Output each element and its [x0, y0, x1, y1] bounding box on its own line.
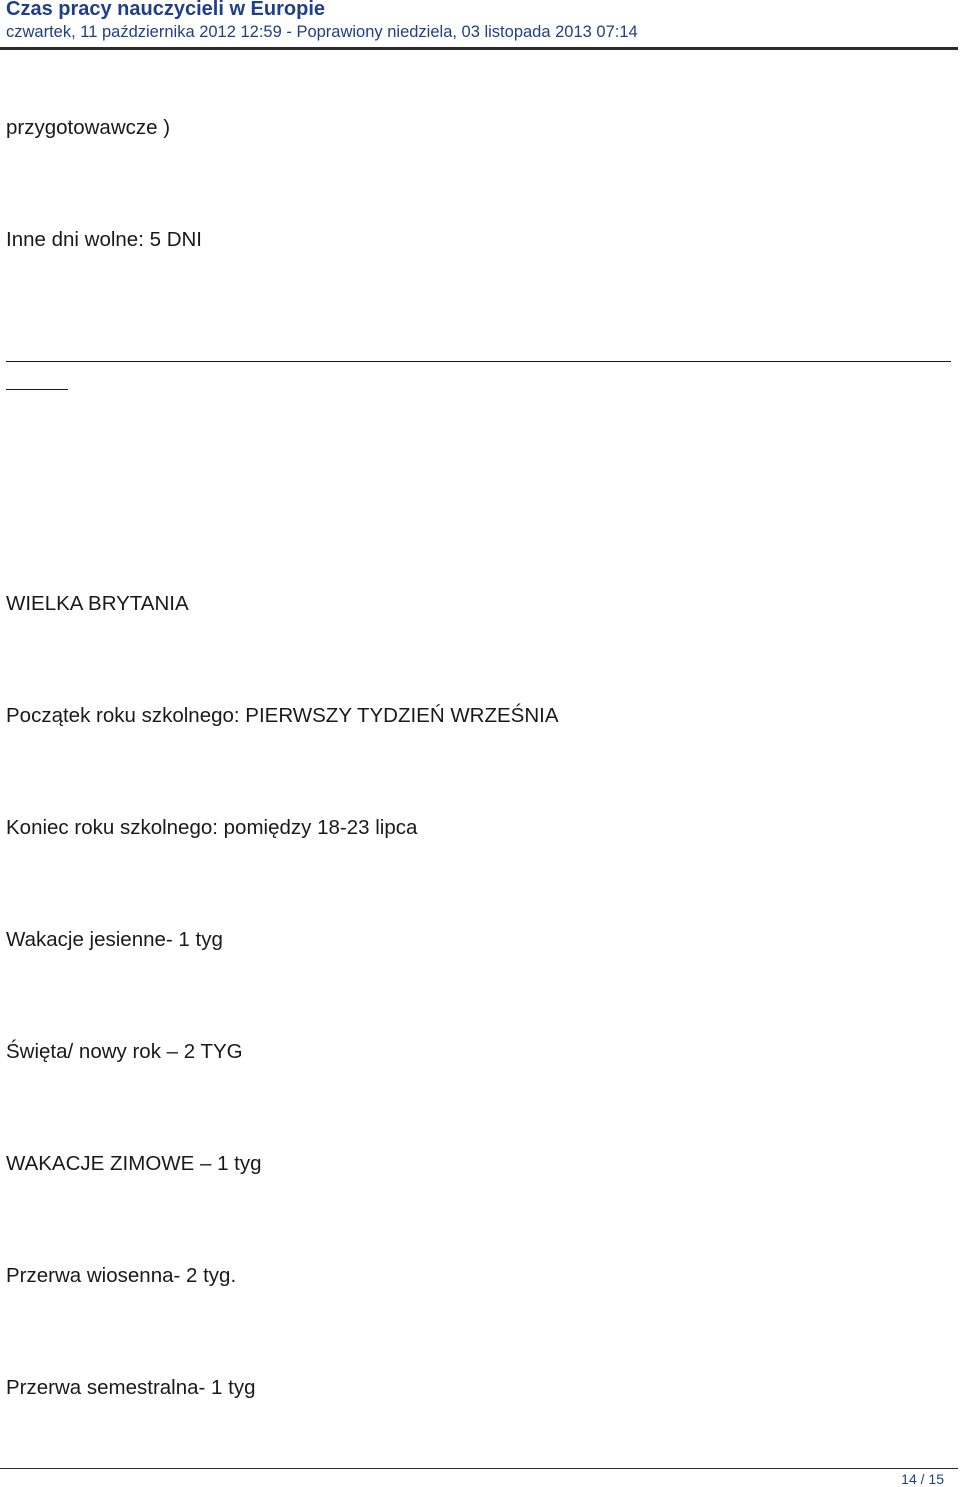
text-line-other-days-off: Inne dni wolne: 5 DNI	[6, 228, 203, 251]
page-number: 14 / 15	[901, 1471, 944, 1487]
text-line-winter-break: WAKACJE ZIMOWE – 1 tyg	[6, 1152, 262, 1175]
text-line-spring-break: Przerwa wiosenna- 2 tyg.	[6, 1264, 237, 1287]
text-line-school-year-start: Początek roku szkolnego: PIERWSZY TYDZIEŃ WRZEŚNIA	[6, 704, 559, 727]
header-divider	[0, 47, 958, 50]
footer-divider	[0, 1468, 958, 1469]
text-line-semester-break: Przerwa semestralna- 1 tyg	[6, 1376, 256, 1399]
section-heading-country: WIELKA BRYTANIA	[6, 592, 189, 615]
separator-underline-short	[6, 389, 68, 390]
document-title: Czas pracy nauczycieli w Europie	[6, 0, 326, 20]
text-line-preparatory: przygotowawcze )	[6, 116, 171, 139]
page-header	[0, 0, 960, 50]
document-meta: czwartek, 11 października 2012 12:59 - Poprawiony niedziela, 03 listopada 2013 07:14	[6, 23, 638, 41]
text-line-autumn-break: Wakacje jesienne- 1 tyg	[6, 928, 223, 951]
text-line-christmas-break: Święta/ nowy rok – 2 TYG	[6, 1040, 243, 1063]
text-line-school-year-end: Koniec roku szkolnego: pomiędzy 18-23 lipca	[6, 816, 418, 839]
separator-underline	[6, 361, 951, 362]
